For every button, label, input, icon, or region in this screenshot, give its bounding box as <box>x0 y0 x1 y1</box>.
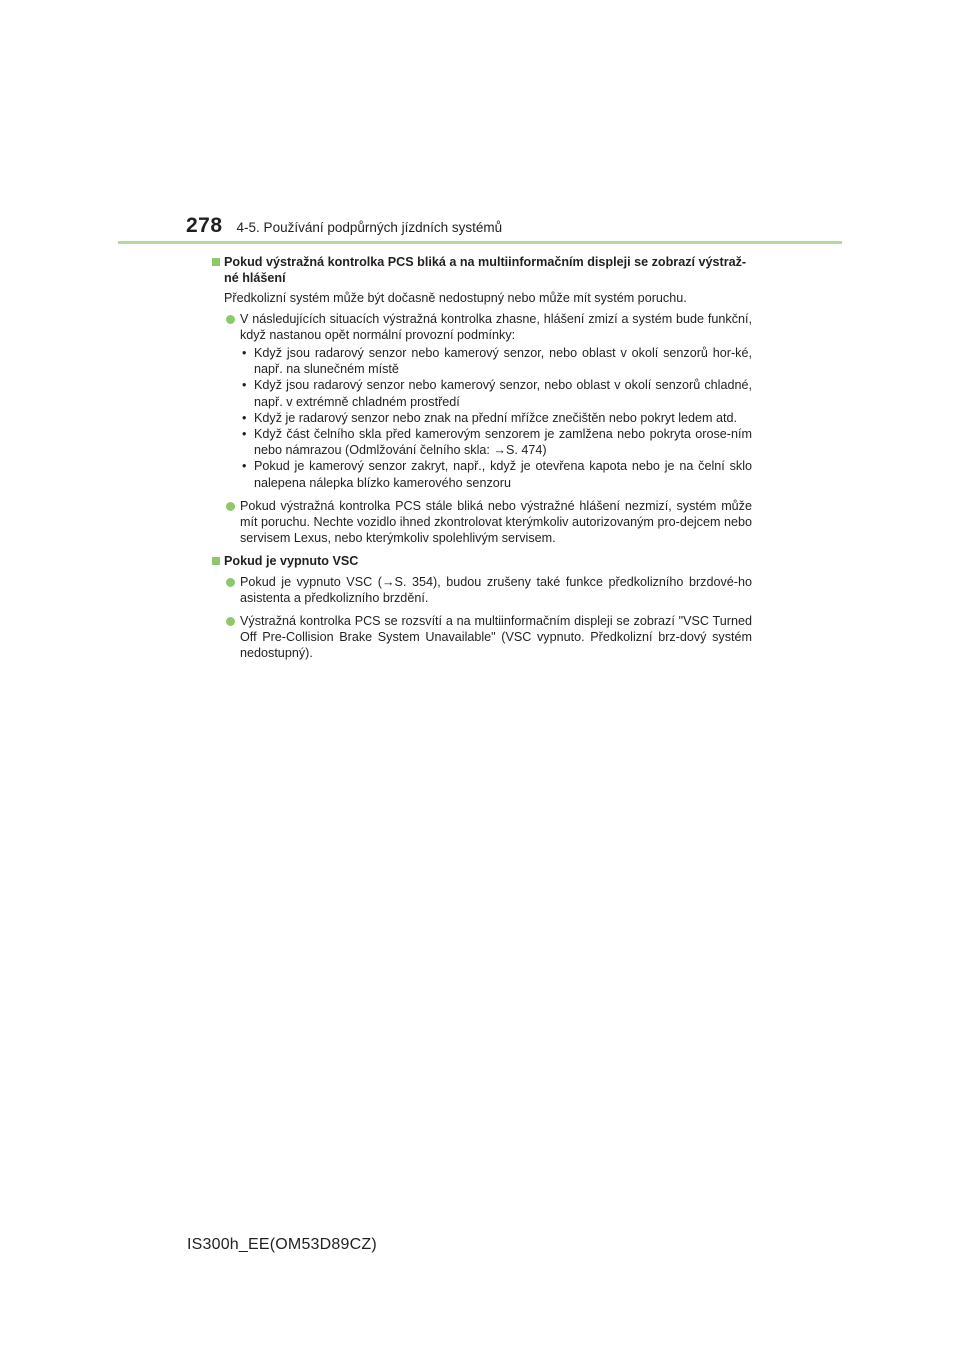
square-bullet-icon <box>212 258 220 266</box>
sub-list-item: • Když jsou radarový senzor nebo kamerový senzor, nebo oblast v okolí senzorů chladné, např. v extrémně chladném prostředí <box>242 378 752 409</box>
page-content <box>212 254 752 669</box>
list-item-text: Pokud je vypnuto VSC (→S. 354), budou zrušeny také funkce předkolizního brzdové-ho asistenta a předkolizního brzdění. <box>240 574 752 605</box>
section-heading-vsc-off <box>212 553 752 569</box>
sub-list-item-text: Když je radarový senzor nebo znak na přední mřížce znečištěn nebo pokryt ledem atd. <box>254 410 738 425</box>
list-item-text: Výstražná kontrolka PCS se rozsvítí a na multiinformačním displeji se zobrazí "VSC Turned Off Pre-Collision Brake System Unavailable" (VSC vypnuto. Předkolizní brz-dový systém nedostupný). <box>240 614 752 661</box>
section-heading-text: Pokud výstražná kontrolka PCS bliká a na multiinformačním displeji se zobrazí výstraž-né hlášení <box>224 255 747 286</box>
sub-list-item: • Když je radarový senzor nebo znak na přední mřížce znečištěn nebo pokryt ledem atd. <box>242 410 738 425</box>
sub-list-item: • Když jsou radarový senzor nebo kamerový senzor, nebo oblast v okolí senzorů hor-ké, např. na slunečném místě <box>242 346 752 377</box>
section-intro: Předkolizní systém může být dočasně nedostupný nebo může mít systém poruchu. <box>224 291 687 306</box>
section-heading-text: Pokud je vypnuto VSC <box>224 554 359 569</box>
footer-model-code: IS300h_EE(OM53D89CZ) <box>187 1236 377 1253</box>
list-item <box>212 574 752 606</box>
square-bullet-icon <box>212 557 220 565</box>
list-item <box>212 613 752 662</box>
sub-list-item-text: Když jsou radarový senzor nebo kamerový senzor, nebo oblast v okolí senzorů chladné, např. v extrémně chladném prostředí <box>254 378 752 409</box>
circle-bullet-icon <box>226 502 235 511</box>
section-heading-pcs-warning <box>212 254 752 286</box>
list-item <box>212 311 752 491</box>
sub-list-item-text: Když část čelního skla před kamerovým senzorem je zamlžena nebo pokryta orose-ním nebo námrazou (Odmlžování čelního skla: →S. 474) <box>254 427 752 458</box>
sub-list-item: • Pokud je kamerový senzor zakryt, např., když je otevřena kapota nebo je na čelní sklo nalepena nálepka blízko kamerového senzoru <box>242 459 752 490</box>
sub-list-item-text: Když jsou radarový senzor nebo kamerový senzor, nebo oblast v okolí senzorů hor-ké, např. na slunečném místě <box>254 346 752 377</box>
page-number: 278 <box>186 214 223 237</box>
list-item <box>212 498 752 547</box>
page-header <box>186 214 502 238</box>
circle-bullet-icon <box>226 617 235 626</box>
list-item-text: Pokud výstražná kontrolka PCS stále bliká nebo výstražné hlášení nezmizí, systém může mít poruchu. Nechte vozidlo ihned zkontrolovat kterýmkoliv autorizovaným pro-dejcem nebo servisem Lexus, nebo kterýmkoliv spolehlivým servisem. <box>240 498 752 546</box>
section-title: 4-5. Používání podpůrných jízdních systémů <box>236 220 503 235</box>
sub-list-item-text: Pokud je kamerový senzor zakryt, např., když je otevřena kapota nebo je na čelní sklo nalepena nálepka blízko kamerového senzoru <box>254 459 752 490</box>
sub-list-item: • Když část čelního skla před kamerovým senzorem je zamlžena nebo pokryta orose-ním nebo námrazou (Odmlžování čelního skla: →S. 474) <box>242 427 752 458</box>
list-item-text: V následujících situacích výstražná kontrolka zhasne, hlášení zmizí a systém bude funkční, když nastanou opět normální provozní podmínky: <box>240 311 752 342</box>
circle-bullet-icon <box>226 578 235 587</box>
circle-bullet-icon <box>226 315 235 324</box>
header-rule <box>118 241 842 244</box>
